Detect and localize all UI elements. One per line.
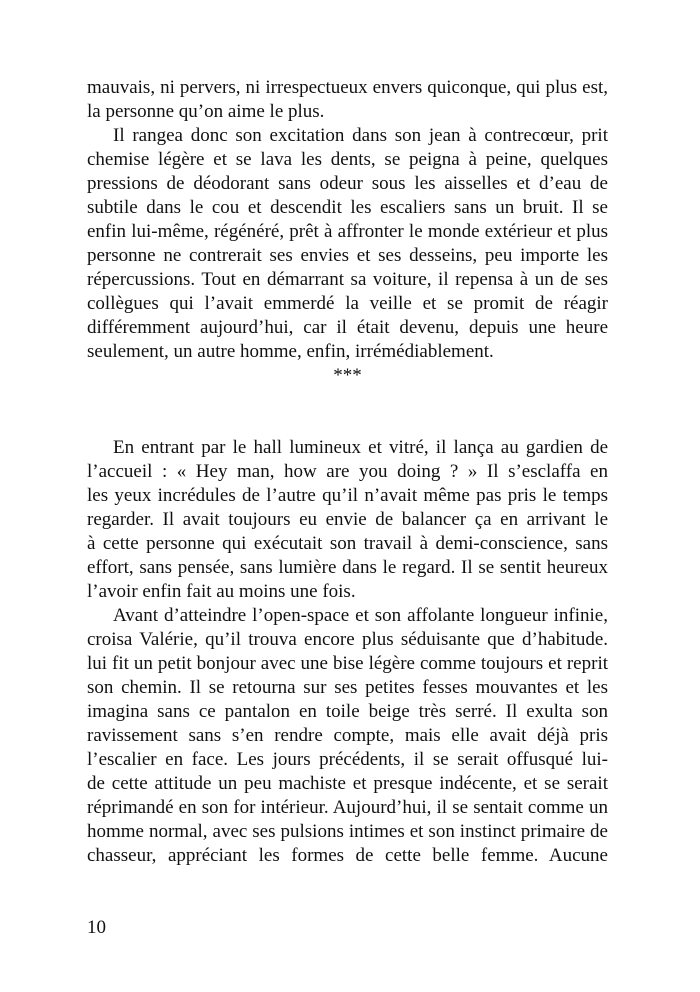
section-1 (87, 76, 608, 364)
text-line: En entrant par le hall lumineux et vitré, il lança au gardien de (113, 437, 608, 458)
section-2 (87, 436, 608, 868)
text-line: effort, sans pensée, sans lumière dans le regard. Il se sentit heureux (87, 557, 608, 578)
text-line: enfin lui-même, régénéré, prêt à affronter le monde extérieur et plus (87, 221, 608, 242)
text-line: répercussions. Tout en démarrant sa voiture, il repensa à un de ses (87, 269, 608, 290)
text-line: collègues qui l’avait emmerdé la veille et se promit de réagir (87, 293, 608, 314)
section-separator: *** (333, 365, 362, 386)
text-line: personne ne contrerait ses envies et ses desseins, peu importe les (87, 245, 608, 266)
text-line: les yeux incrédules de l’autre qu’il n’avait même pas pris le temps (87, 485, 608, 506)
text-line: imagina sans ce pantalon en toile beige très serré. Il exulta son (87, 701, 608, 722)
text-line: mauvais, ni pervers, ni irrespectueux envers quiconque, qui plus est, (87, 77, 608, 98)
text-line: regarder. Il avait toujours eu envie de balancer ça en arrivant le (87, 509, 608, 530)
text-line: croisa Valérie, qu’il trouva encore plus séduisante que d’habitude. (87, 629, 608, 650)
page-body (87, 76, 608, 868)
text-line: de cette attitude un peu machiste et presque indécente, et se serait (87, 773, 608, 794)
paragraph (87, 124, 608, 364)
text-line: pressions de déodorant sans odeur sous les aisselles et d’eau de (87, 173, 608, 194)
text-line: seulement, un autre homme, enfin, irrémédiablement. (87, 341, 494, 362)
text-line: l’accueil : « Hey man, how are you doing ? » Il s’esclaffa en (87, 461, 608, 482)
text-line: l’avoir enfin fait au moins une fois. (87, 581, 356, 602)
text-line: ravissement sans s’en rendre compte, mais elle avait déjà pris (87, 725, 608, 746)
text-line: Il rangea donc son excitation dans son jean à contrecœur, prit (113, 125, 608, 146)
text-line: l’escalier en face. Les jours précédents, il se serait offusqué lui- (87, 749, 608, 770)
paragraph (87, 76, 608, 124)
text-line: son chemin. Il se retourna sur ses petites fesses mouvantes et les (87, 677, 608, 698)
text-line: réprimandé en son for intérieur. Aujourd’hui, il se sentait comme un (87, 797, 608, 818)
text-line: lui fit un petit bonjour avec une bise légère comme toujours et reprit (87, 653, 608, 674)
text-line: la personne qu’on aime le plus. (87, 101, 325, 122)
text-line: homme normal, avec ses pulsions intimes et son instinct primaire de (87, 821, 608, 842)
paragraph (87, 436, 608, 604)
section-gap (87, 388, 608, 436)
text-line: différemment aujourd’hui, car il était devenu, depuis une heure (87, 317, 608, 338)
text-line: subtile dans le cou et descendit les escaliers sans un bruit. Il se (87, 197, 608, 218)
text-line: chasseur, appréciant les formes de cette belle femme. Aucune (87, 845, 608, 866)
text-line: chemise légère et se lava les dents, se peigna à peine, quelques (87, 149, 608, 170)
paragraph (87, 604, 608, 868)
page-number: 10 (87, 917, 106, 938)
text-line: Avant d’atteindre l’open-space et son affolante longueur infinie, (113, 605, 608, 626)
text-line: à cette personne qui exécutait son travail à demi-conscience, sans (87, 533, 608, 554)
